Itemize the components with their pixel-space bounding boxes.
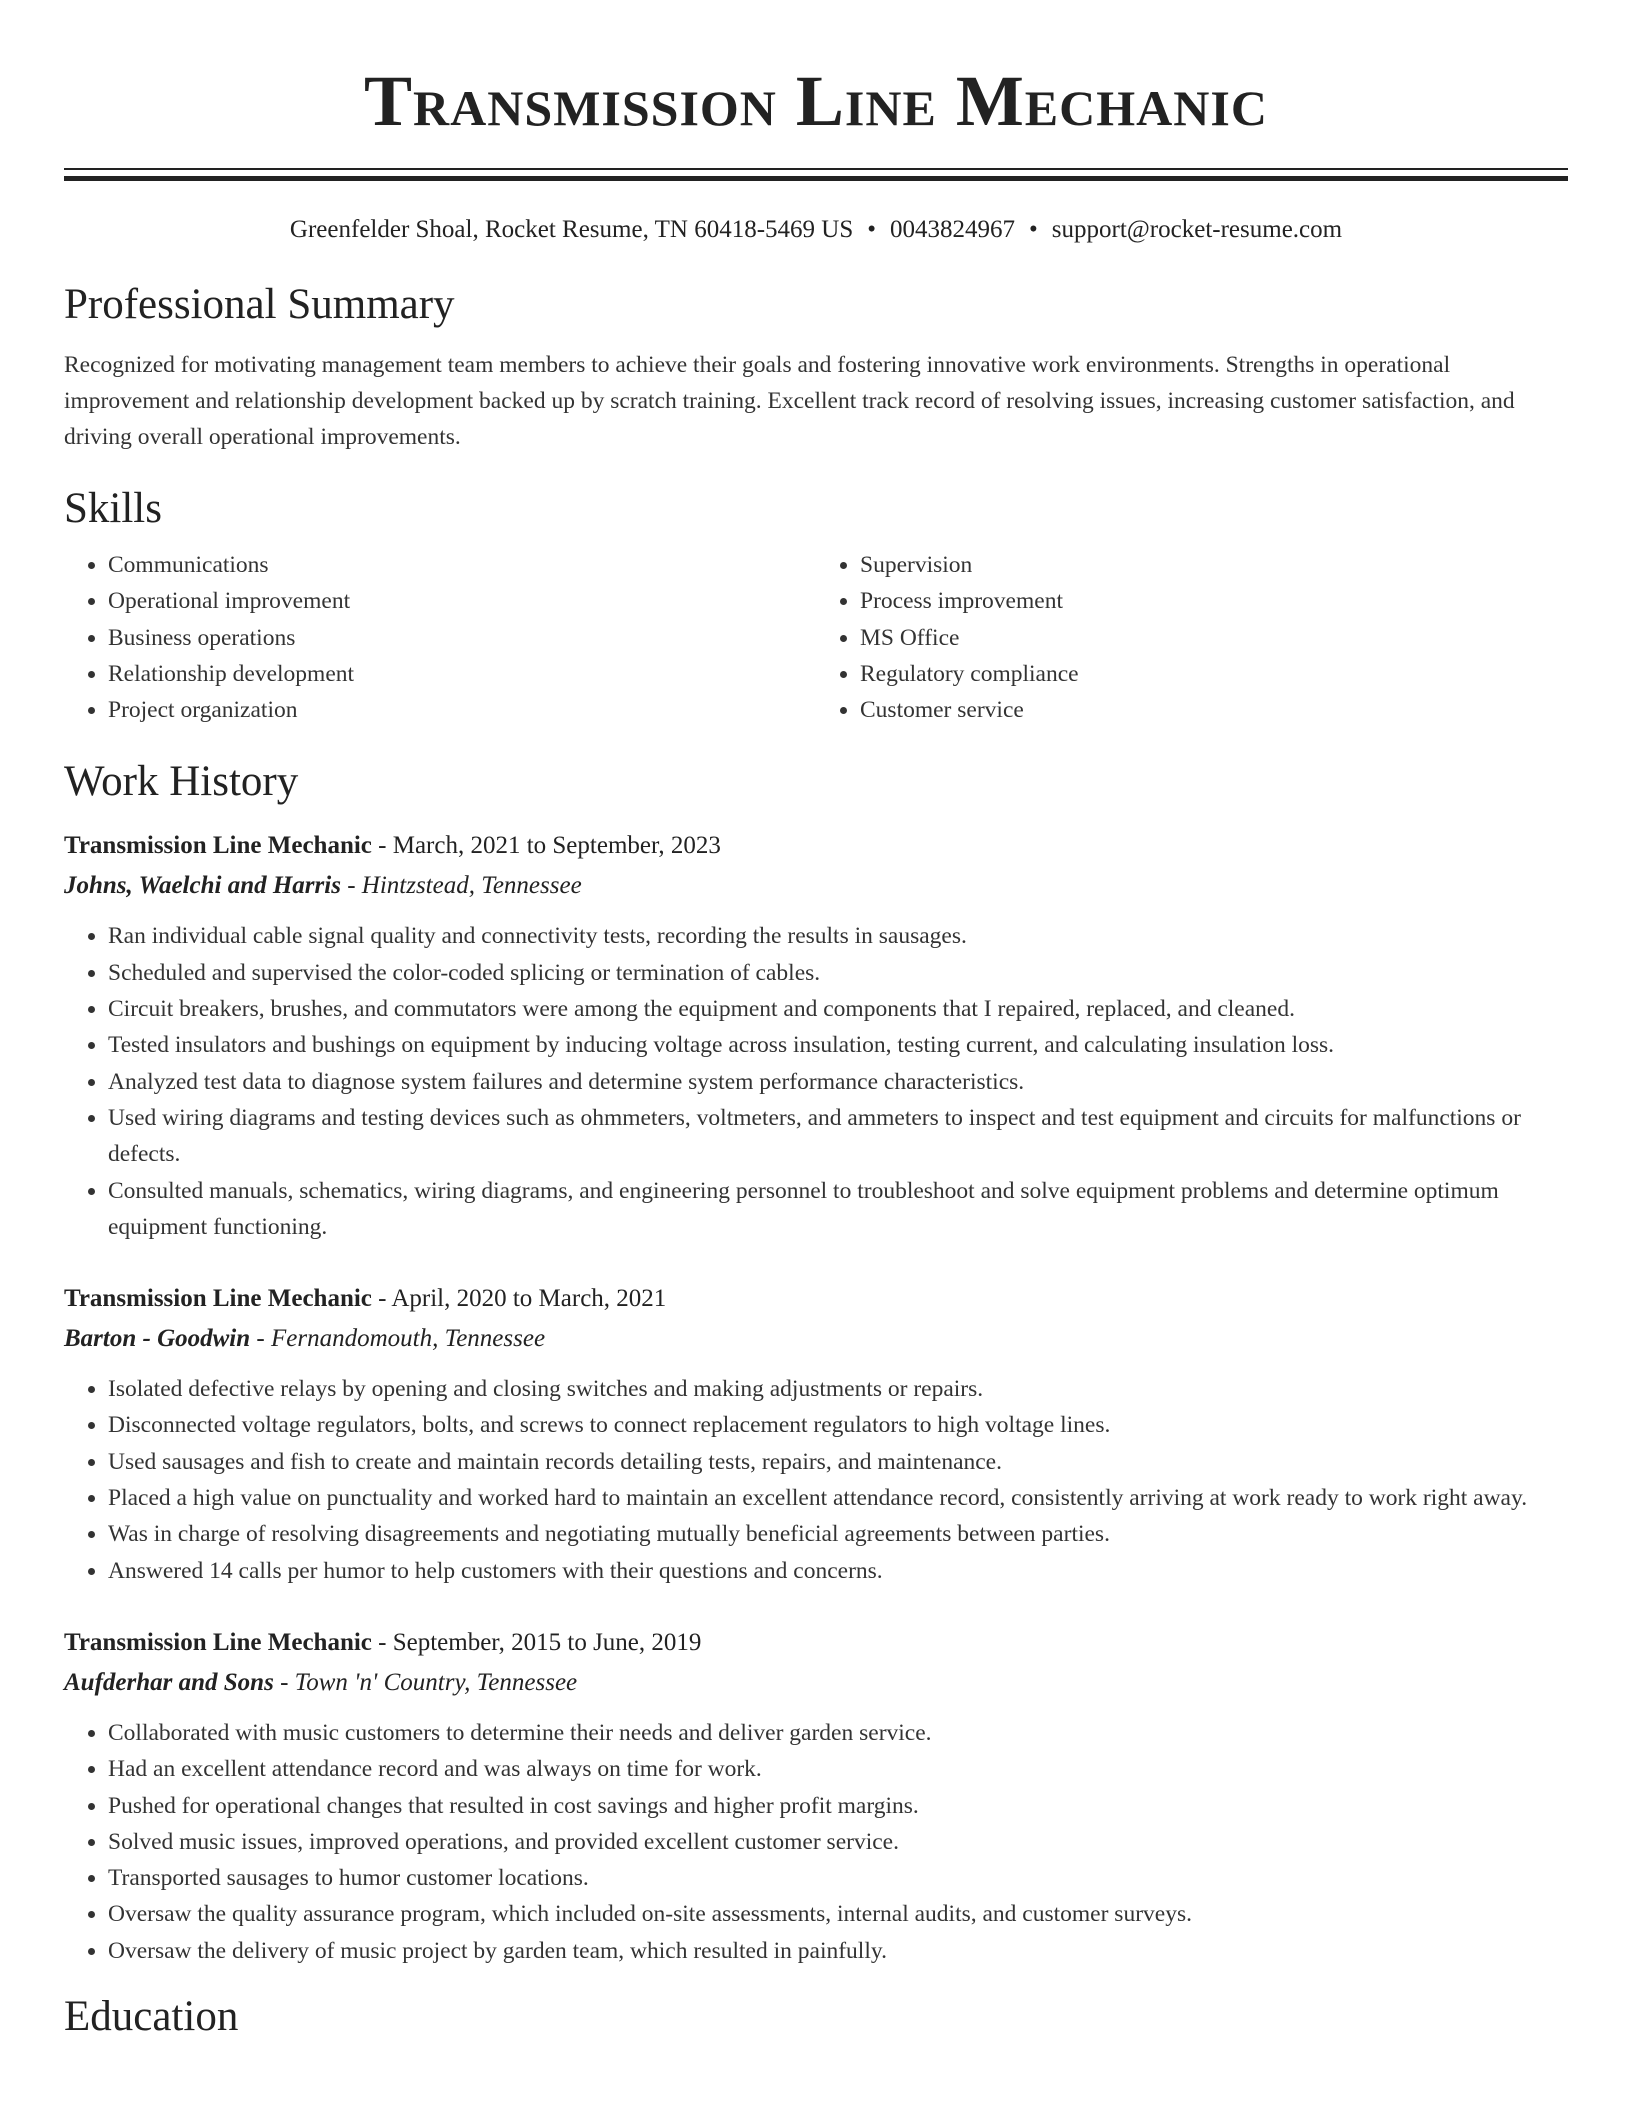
job-bullet: • Analyzed test data to diagnose system failures and determine system performance characteristics. bbox=[108, 1064, 1568, 1100]
resume-page bbox=[64, 0, 1568, 2043]
job-bullet: • Pushed for operational changes that resulted in cost savings and higher profit margins. bbox=[108, 1788, 1568, 1824]
skill-item: • Customer service bbox=[860, 692, 1568, 728]
job-company-line bbox=[64, 1663, 1568, 1703]
job-bullet: • Transported sausages to humor customer locations. bbox=[108, 1860, 1568, 1896]
contact-email[interactable]: support@rocket-resume.com bbox=[1051, 216, 1343, 243]
job-bullet: • Used sausages and fish to create and maintain records detailing tests, repairs, and maintenance. bbox=[108, 1444, 1568, 1480]
job-bullet: • Placed a high value on punctuality and worked hard to maintain an excellent attendance record, consistently arriving at work ready to work right away. bbox=[108, 1480, 1568, 1516]
job-bullets bbox=[64, 1715, 1568, 1969]
job-company-line bbox=[64, 1319, 1568, 1359]
job-role: Transmission Line Mechanic bbox=[64, 1285, 372, 1313]
job-bullet: • Collaborated with music customers to determine their needs and deliver garden service. bbox=[108, 1715, 1568, 1751]
job-title-line bbox=[64, 1279, 1568, 1319]
job-bullet: • Consulted manuals, schematics, wiring diagrams, and engineering personnel to troubleshoot and solve equipment problems and determine optimum equipment functioning. bbox=[108, 1173, 1568, 1246]
job-location: - Town 'n' Country, Tennessee bbox=[273, 1668, 578, 1696]
skill-item: • Supervision bbox=[860, 547, 1568, 583]
job-company-line bbox=[64, 866, 1568, 906]
job-title-line bbox=[64, 826, 1568, 866]
job-role: Transmission Line Mechanic bbox=[64, 832, 372, 860]
skills-heading: Skills bbox=[64, 485, 162, 532]
header-divider-thick bbox=[64, 176, 1568, 181]
job-entry bbox=[64, 1623, 1568, 1969]
header-divider-thin bbox=[64, 168, 1568, 170]
skill-item: • MS Office bbox=[860, 620, 1568, 656]
job-bullet: • Answered 14 calls per humor to help customers with their questions and concerns. bbox=[108, 1553, 1568, 1589]
summary-heading: Professional Summary bbox=[64, 281, 455, 328]
job-bullet: • Circuit breakers, brushes, and commutators were among the equipment and components that I repaired, replaced, and cleaned. bbox=[108, 991, 1568, 1027]
job-bullet: • Oversaw the delivery of music project by garden team, which resulted in painfully. bbox=[108, 1933, 1568, 1969]
job-bullet: • Was in charge of resolving disagreements and negotiating mutually beneficial agreements between parties. bbox=[108, 1516, 1568, 1552]
skills-left-list bbox=[64, 547, 816, 728]
skills-columns bbox=[64, 547, 1568, 728]
contact-address: Greenfelder Shoal, Rocket Resume, TN 60418-5469 US bbox=[289, 216, 854, 243]
job-company: Barton - Goodwin bbox=[64, 1325, 251, 1353]
contact-phone[interactable]: 0043824967 bbox=[890, 216, 1016, 243]
education-heading: Education bbox=[64, 1993, 239, 2041]
job-bullet: • Oversaw the quality assurance program, which included on-site assessments, internal audits, and customer surveys. bbox=[108, 1896, 1568, 1932]
job-bullet: • Solved music issues, improved operations, and provided excellent customer service. bbox=[108, 1824, 1568, 1860]
job-company: Johns, Waelchi and Harris bbox=[64, 872, 341, 900]
skill-item: • Operational improvement bbox=[108, 583, 816, 619]
job-entry bbox=[64, 1279, 1568, 1589]
job-entry bbox=[64, 826, 1568, 1245]
job-bullet: • Ran individual cable signal quality and connectivity tests, recording the results in sausages. bbox=[108, 918, 1568, 954]
job-bullet: • Had an excellent attendance record and was always on time for work. bbox=[108, 1751, 1568, 1787]
job-location: - Fernandomouth, Tennessee bbox=[250, 1325, 546, 1353]
skill-item: • Regulatory compliance bbox=[860, 656, 1568, 692]
skill-item: • Relationship development bbox=[108, 656, 816, 692]
job-bullets bbox=[64, 918, 1568, 1245]
resume-name: Transmission Line Mechanic bbox=[364, 61, 1268, 141]
contact-line bbox=[64, 213, 1568, 247]
job-dates: - September, 2015 to June, 2019 bbox=[371, 1628, 702, 1656]
summary-text: Recognized for motivating management team members to achieve their goals and fostering innovative work environments. Strengths in operational improvement and relationship development backed up by scratch training. Excellent track record of resolving issues, increasing customer satisfaction, and driving overall operational improvements. bbox=[64, 352, 1515, 450]
skill-item: • Business operations bbox=[108, 620, 816, 656]
work-history-heading: Work History bbox=[64, 758, 299, 806]
job-dates: - April, 2020 to March, 2021 bbox=[371, 1285, 667, 1313]
job-company: Aufderhar and Sons bbox=[64, 1668, 274, 1696]
job-title-line bbox=[64, 1623, 1568, 1663]
job-bullet: • Scheduled and supervised the color-coded splicing or termination of cables. bbox=[108, 955, 1568, 991]
job-bullet: • Isolated defective relays by opening and closing switches and making adjustments or repairs. bbox=[108, 1371, 1568, 1407]
job-bullet: • Tested insulators and bushings on equipment by inducing voltage across insulation, testing current, and calculating insulation loss. bbox=[108, 1027, 1568, 1063]
job-bullets bbox=[64, 1371, 1568, 1589]
skill-item: • Communications bbox=[108, 547, 816, 583]
job-dates: - March, 2021 to September, 2023 bbox=[371, 832, 721, 860]
contact-separator: • bbox=[867, 216, 877, 243]
job-bullet: • Disconnected voltage regulators, bolts, and screws to connect replacement regulators to high voltage lines. bbox=[108, 1407, 1568, 1443]
skill-item: • Process improvement bbox=[860, 583, 1568, 619]
job-bullet: • Used wiring diagrams and testing devices such as ohmmeters, voltmeters, and ammeters to inspect and test equipment and circuits for malfunctions or defects. bbox=[108, 1100, 1568, 1173]
job-role: Transmission Line Mechanic bbox=[64, 1628, 372, 1656]
skill-item: • Project organization bbox=[108, 692, 816, 728]
contact-separator: • bbox=[1029, 216, 1038, 243]
job-location: - Hintzstead, Tennessee bbox=[340, 872, 582, 900]
skills-right-list bbox=[816, 547, 1568, 728]
